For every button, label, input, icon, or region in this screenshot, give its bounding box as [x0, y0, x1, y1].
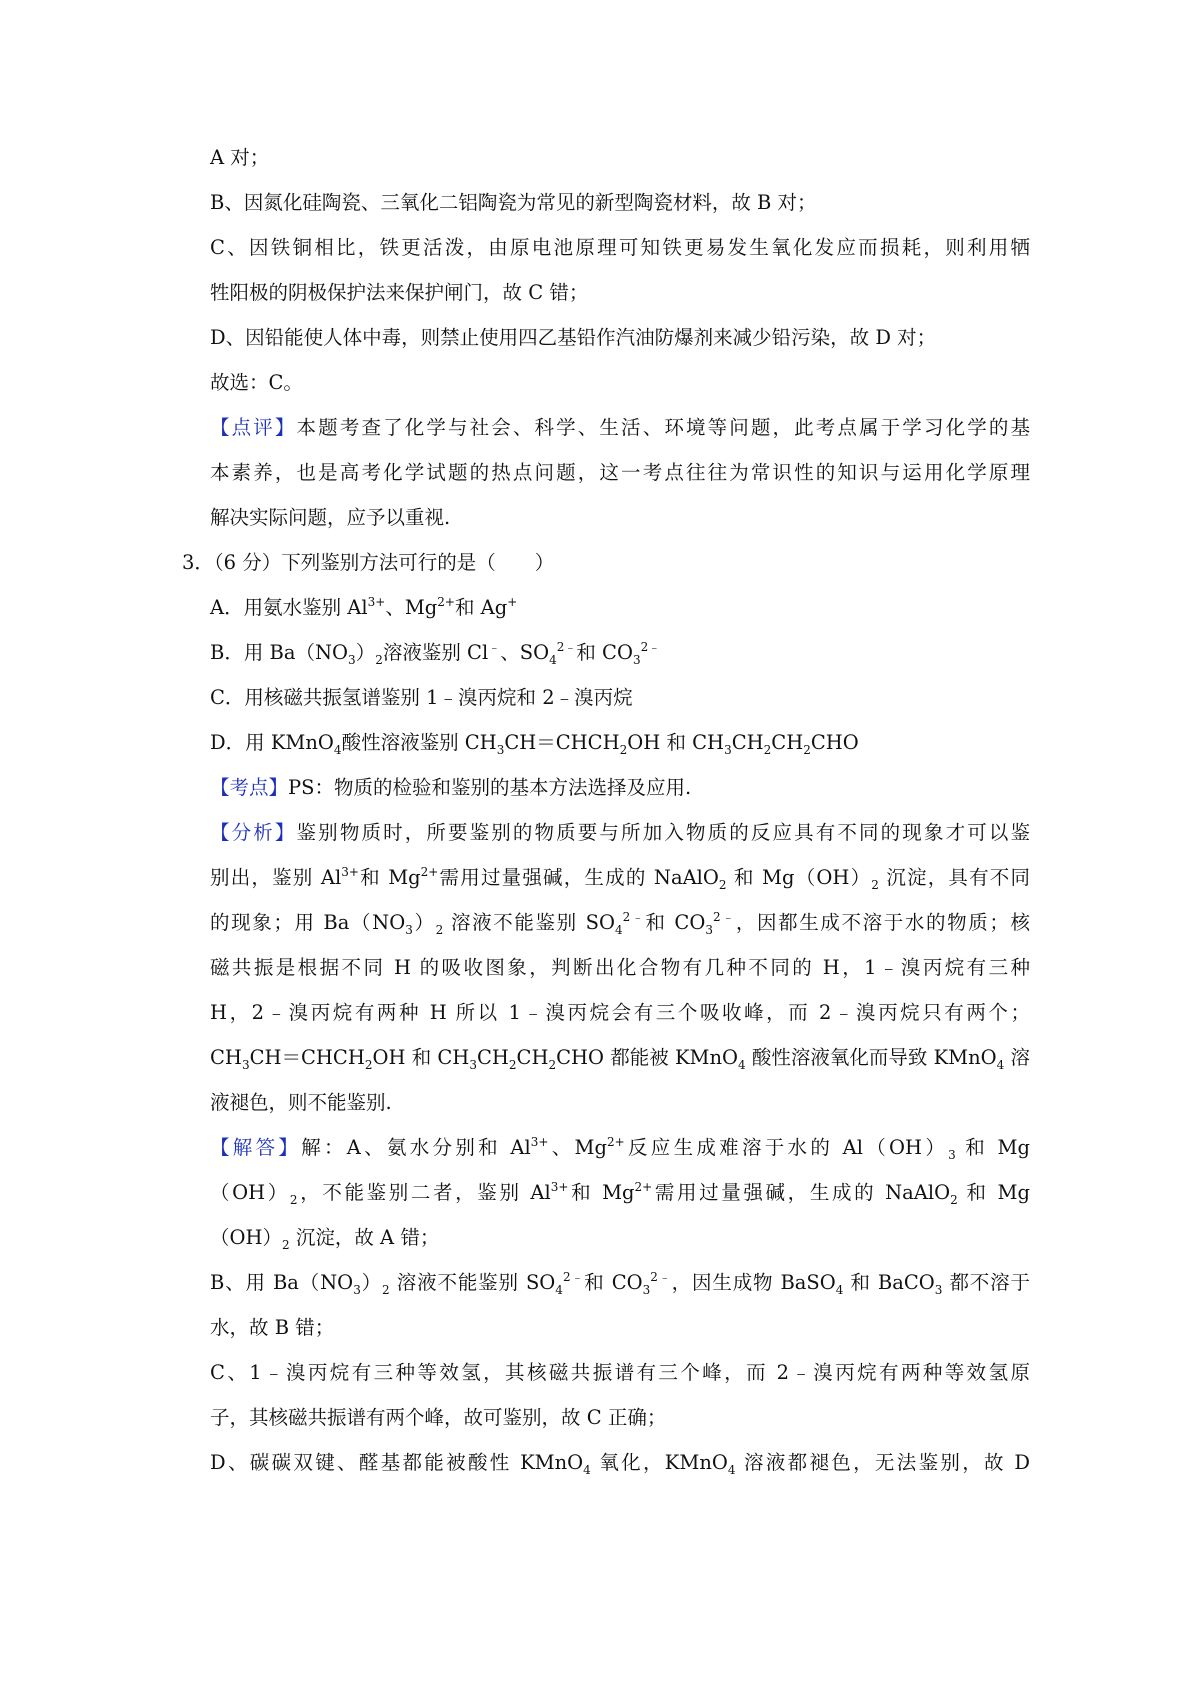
text-run: CH: [516, 1046, 549, 1069]
analysis-paragraph-line: [210, 864, 1030, 892]
subscript: 2: [289, 1193, 298, 1207]
solution-d-line: [210, 1449, 1030, 1477]
text-run: CH: [771, 731, 804, 754]
subscript: 3: [241, 1058, 250, 1072]
text-run: 和 CO: [584, 1271, 643, 1294]
subscript: 2: [375, 653, 383, 667]
text-run: 和 CO: [645, 911, 706, 934]
answer-c-line: [210, 279, 1030, 307]
text-run: CHO 都能被 KMnO: [556, 1046, 739, 1069]
text-run: 酸性溶液鉴别 CH: [341, 731, 497, 754]
text-run: 3．（6 分）下列鉴别方法可行的是（ ）: [182, 551, 555, 574]
text-run: ）: [355, 641, 376, 664]
text-run: 、SO: [500, 641, 550, 664]
text-run: 氧化，KMnO: [590, 1451, 728, 1474]
analysis-paragraph-line: [210, 999, 1030, 1027]
superscript: +: [507, 595, 518, 609]
subscript: 3: [642, 1283, 651, 1297]
subscript: 4: [835, 1283, 844, 1297]
text-run: 沉淀，故 A 错；: [289, 1226, 440, 1249]
text-run: 溶: [1004, 1046, 1031, 1069]
superscript: 3+: [550, 1180, 569, 1194]
solution-paragraph-line: [210, 1224, 1030, 1252]
text-run: 和 Ag: [454, 596, 508, 619]
text-run: C、因铁铜相比，铁更活泼，由原电池原理可知铁更易发生氧化发应而损耗，则利用牺: [210, 236, 1030, 259]
text-run: CH: [731, 731, 764, 754]
answer-d-line: [210, 324, 1030, 352]
text-run: H，2﹣溴丙烷有两种 H 所以 1﹣溴丙烷会有三个吸收峰，而 2﹣溴丙烷只有两个；: [210, 1001, 1030, 1024]
text-run: 需用过量强碱，生成的 NaAlO: [438, 866, 719, 889]
text-run: 和 Mg: [955, 1136, 1030, 1159]
text-run: C．用核磁共振氢谱鉴别 1﹣溴丙烷和 2﹣溴丙烷: [210, 686, 633, 709]
text-run: 鉴别物质时，所要鉴别的物质要与所加入物质的反应具有不同的现象才可以鉴: [296, 821, 1030, 844]
answer-b-line: [210, 189, 1030, 217]
subscript: 4: [583, 1463, 591, 1477]
text-run: CH＝CHCH: [504, 731, 620, 754]
text-run: 都不溶于: [942, 1271, 1031, 1294]
text-run: 和 Mg: [358, 866, 421, 889]
option-b: [210, 639, 1030, 667]
comment-paragraph-line: [210, 459, 1030, 487]
subscript: 3: [632, 653, 641, 667]
text-run: B、用 Ba（NO: [210, 1271, 354, 1294]
subscript: 2: [718, 878, 727, 892]
text-run: 和 Mg（OH）: [726, 866, 872, 889]
text-run: 本素养，也是高考化学试题的热点问题，这一考点往往为常识性的知识与运用化学原理: [210, 461, 1030, 484]
superscript: 2﹣: [640, 640, 661, 654]
solution-b-line: [210, 1314, 1030, 1342]
text-run: A．用氨水鉴别 Al: [210, 596, 368, 619]
text-run: D、碳碳双键、醛基都能被酸性 KMnO: [210, 1451, 584, 1474]
text-run: ）: [412, 911, 436, 934]
text-run: 需用过量强碱，生成的 NaAlO: [652, 1181, 951, 1204]
text-run: 和 Mg: [568, 1181, 635, 1204]
option-c: [210, 684, 1030, 712]
analysis-paragraph-line: [210, 1089, 1030, 1117]
analysis-paragraph-line: [210, 1044, 1030, 1072]
text-run: 溶液鉴别 Cl: [382, 641, 489, 664]
knowledge-point: [210, 774, 1030, 802]
subscript: 3: [405, 923, 413, 937]
text-run: CH: [210, 1046, 242, 1069]
text-run: 的现象；用 Ba（NO: [210, 911, 406, 934]
text-run: 和 Mg: [957, 1181, 1030, 1204]
text-run: C、1﹣溴丙烷有三种等效氢，其核磁共振谱有三个峰，而 2﹣溴丙烷有两种等效氢原: [210, 1361, 1030, 1384]
text-run: B、因氮化硅陶瓷、三氧化二铝陶瓷为常见的新型陶瓷材料，故 B 对；: [210, 191, 817, 214]
comment-paragraph-line: [210, 504, 1030, 532]
solution-paragraph-line: [210, 1134, 1030, 1162]
text-run: 本题考查了化学与社会、科学、生活、环境等问题，此考点属于学习化学的基: [296, 416, 1030, 439]
text-run: （OH）: [210, 1226, 282, 1249]
question-3-stem: [182, 549, 1002, 577]
solution-c-line: [210, 1404, 1030, 1432]
text-run: B．用 Ba（NO: [210, 641, 349, 664]
superscript: 2﹣: [712, 910, 736, 924]
text-run: D．用 KMnO: [210, 731, 334, 754]
subscript: 2: [364, 1058, 373, 1072]
subscript: 4: [738, 1058, 746, 1072]
subscript: 4: [333, 743, 342, 757]
answer-c-line: [210, 234, 1030, 262]
text-run: 沉淀，具有不同: [878, 866, 1030, 889]
subscript: 2: [282, 1238, 290, 1252]
text-run: 、Mg: [548, 1136, 607, 1159]
answer-choice: [210, 369, 1030, 397]
section-tag: 【解答】: [210, 1136, 302, 1159]
section-tag: 【分析】: [210, 821, 297, 844]
text-run: 液褪色，则不能鉴别.: [210, 1091, 392, 1114]
subscript: 4: [614, 923, 623, 937]
text-run: 溶液不能鉴别 SO: [443, 911, 615, 934]
superscript: 3+: [530, 1135, 549, 1149]
subscript: 2: [382, 1283, 390, 1297]
superscript: 2+: [420, 865, 439, 879]
subscript: 2: [435, 923, 444, 937]
text-run: 子，其核磁共振谱有两个峰，故可鉴别，故 C 正确；: [210, 1406, 667, 1429]
subscript: 4: [727, 1463, 736, 1477]
text-run: A 对；: [210, 146, 270, 169]
subscript: 3: [724, 743, 732, 757]
subscript: 3: [705, 923, 713, 937]
superscript: 2﹣: [562, 1270, 585, 1284]
text-run: ，因生成物 BaSO: [671, 1271, 836, 1294]
text-run: 故选：C。: [210, 371, 303, 394]
subscript: 3: [948, 1148, 956, 1162]
text-run: 和 CO: [576, 641, 633, 664]
text-run: D、因铅能使人体中毒，则禁止使用四乙基铅作汽油防爆剂来减少铅污染，故 D 对；: [210, 326, 937, 349]
solution-b-line: [210, 1269, 1030, 1297]
subscript: 4: [996, 1058, 1005, 1072]
subscript: 2: [803, 743, 811, 757]
subscript: 3: [348, 653, 356, 667]
subscript: 4: [549, 653, 557, 667]
section-tag: 【考点】: [210, 776, 289, 799]
superscript: 2﹣: [622, 910, 646, 924]
section-tag: 【点评】: [210, 416, 297, 439]
subscript: 3: [934, 1283, 943, 1297]
text-run: 牲阳极的阴极保护法来保护闸门，故 C 错；: [210, 281, 589, 304]
text-run: PS：物质的检验和鉴别的基本方法选择及应用.: [288, 776, 692, 799]
comment-paragraph-line: [210, 414, 1030, 442]
text-run: 反应生成难溶于水的 Al（OH）: [624, 1136, 949, 1159]
superscript: 2+: [437, 595, 455, 609]
text-run: 水，故 B 错；: [210, 1316, 335, 1339]
text-run: OH 和 CH: [627, 731, 725, 754]
subscript: 3: [496, 743, 505, 757]
superscript: 2﹣: [556, 640, 577, 654]
answer-a-fragment: [210, 144, 1030, 172]
subscript: 2: [508, 1058, 517, 1072]
superscript: 2+: [634, 1180, 653, 1194]
subscript: 2: [950, 1193, 958, 1207]
subscript: 2: [619, 743, 628, 757]
text-run: 溶液不能鉴别 SO: [389, 1271, 556, 1294]
solution-c-line: [210, 1359, 1030, 1387]
text-run: 、Mg: [385, 596, 438, 619]
analysis-paragraph-line: [210, 819, 1030, 847]
text-run: OH 和 CH: [372, 1046, 470, 1069]
text-run: 和 BaCO: [843, 1271, 935, 1294]
text-run: ）: [360, 1271, 383, 1294]
subscript: 2: [548, 1058, 557, 1072]
subscript: 2: [763, 743, 772, 757]
text-run: ，因都生成不溶于水的物质；核: [735, 911, 1030, 934]
superscript: 2+: [606, 1135, 625, 1149]
text-run: 解决实际问题，应予以重视.: [210, 506, 451, 529]
superscript: ﹣: [488, 640, 501, 654]
text-run: 别出，鉴别 Al: [210, 866, 342, 889]
analysis-paragraph-line: [210, 954, 1030, 982]
text-run: （OH）: [210, 1181, 290, 1204]
superscript: 3+: [341, 865, 359, 879]
text-run: ，不能鉴别二者，鉴别 Al: [297, 1181, 551, 1204]
subscript: 2: [871, 878, 879, 892]
text-run: 解：A、氨水分别和 Al: [301, 1136, 531, 1159]
subscript: 3: [353, 1283, 361, 1297]
text-run: 磁共振是根据不同 H 的吸收图象，判断出化合物有几种不同的 H，1﹣溴丙烷有三种: [210, 956, 1030, 979]
text-run: 酸性溶液氧化而导致 KMnO: [745, 1046, 997, 1069]
subscript: 4: [555, 1283, 563, 1297]
text-run: CH＝CHCH: [249, 1046, 365, 1069]
text-run: CH: [476, 1046, 509, 1069]
option-a: [210, 594, 1030, 622]
analysis-paragraph-line: [210, 909, 1030, 937]
text-run: 溶液都褪色，无法鉴别，故 D: [735, 1451, 1030, 1474]
text-run: CHO: [810, 731, 859, 754]
option-d: [210, 729, 1030, 757]
solution-paragraph-line: [210, 1179, 1030, 1207]
subscript: 3: [469, 1058, 477, 1072]
superscript: 2﹣: [650, 1270, 672, 1284]
superscript: 3+: [367, 595, 386, 609]
